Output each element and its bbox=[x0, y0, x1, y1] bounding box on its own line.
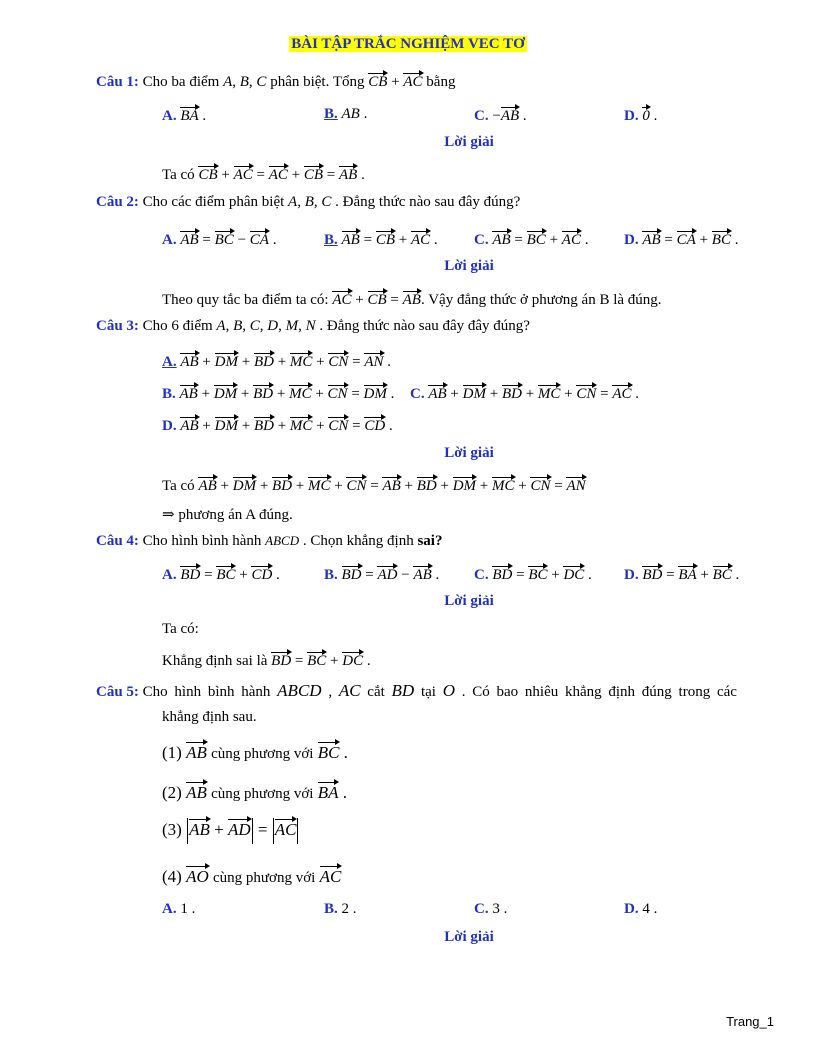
option-a[interactable]: A. BA . bbox=[162, 108, 207, 124]
page-number: Trang_1 bbox=[726, 1014, 774, 1029]
statement-2: (2) AB cùng phương với BA . bbox=[162, 783, 347, 802]
solution-3: Ta có AB + DM + BD + MC + CN = AB + BD + DM + MC + CN = AN bbox=[162, 478, 586, 494]
question-4: Câu 4: Cho hình bình hành ABCD . Chọn khẳng định sai? bbox=[96, 533, 443, 549]
option-d[interactable]: D. 0 . bbox=[624, 108, 658, 124]
solution-4b: Khẳng định sai là BD = BC + DC . bbox=[162, 653, 371, 669]
option-c[interactable]: C. AB = BC + AC . bbox=[474, 232, 589, 248]
option-b[interactable]: B. AB + DM + BD + MC + CN = DM . bbox=[162, 386, 395, 402]
question-2: Câu 2: Cho các điểm phân biệt A, B, C . Đẳng thức nào sau đây đúng? bbox=[96, 194, 521, 210]
option-d[interactable]: D. 4 . bbox=[624, 901, 658, 917]
option-c[interactable]: C. −AB . bbox=[474, 108, 527, 124]
solution-label: Lời giải bbox=[444, 258, 494, 274]
option-a[interactable]: A. 1 . bbox=[162, 901, 196, 917]
question-5: Câu 5: Cho hình bình hành ABCD , AC cắt BD tại O . Có bao nhiêu khẳng định đúng trong các bbox=[96, 681, 737, 700]
option-b[interactable]: B. 2 . bbox=[324, 901, 357, 917]
solution-label: Lời giải bbox=[444, 445, 494, 461]
option-d[interactable]: D. AB = CA + BC . bbox=[624, 232, 739, 248]
option-a[interactable]: A. AB + DM + BD + MC + CN = AN . bbox=[162, 354, 392, 370]
option-a[interactable]: A. AB = BC − CA . bbox=[162, 232, 277, 248]
option-a[interactable]: A. BD = BC + CD . bbox=[162, 567, 280, 583]
question-5-line2: khẳng định sau. bbox=[162, 709, 257, 725]
option-b[interactable]: B. AB = CB + AC . bbox=[324, 232, 438, 248]
conclusion-3: ⇒ phương án A đúng. bbox=[162, 507, 293, 523]
option-c[interactable]: C. BD = BC + DC . bbox=[474, 567, 592, 583]
solution-label: Lời giải bbox=[444, 929, 494, 945]
option-b[interactable]: B. BD = AD − AB . bbox=[324, 567, 440, 583]
solution-1: Ta có CB + AC = AC + CB = AB . bbox=[162, 167, 365, 183]
question-label: Câu 1: bbox=[96, 74, 139, 90]
option-d[interactable]: D. AB + DM + BD + MC + CN = CD . bbox=[162, 418, 393, 434]
solution-4a: Ta có: bbox=[162, 621, 199, 637]
solution-label: Lời giải bbox=[444, 134, 494, 150]
option-c[interactable]: C. 3 . bbox=[474, 901, 508, 917]
solution-2: Theo quy tắc ba điểm ta có: AC + CB = AB. Vậy đẳng thức ở phương án B là đúng. bbox=[162, 292, 662, 308]
statement-4: (4) AO cùng phương với AC bbox=[162, 867, 342, 886]
question-text: Cho ba điểm A, B, C phân biệt. Tổng CB + AC bằng bbox=[142, 74, 456, 90]
option-c[interactable]: C. AB + DM + BD + MC + CN = AC . bbox=[410, 386, 640, 402]
solution-label: Lời giải bbox=[444, 593, 494, 609]
question-3: Câu 3: Cho 6 điểm A, B, C, D, M, N . Đẳng thức nào sau đây đây đúng? bbox=[96, 318, 530, 334]
page-title: BÀI TẬP TRẮC NGHIỆM VEC TƠ bbox=[291, 36, 525, 52]
statement-3: (3) AB + AD = AC bbox=[162, 818, 299, 844]
option-b[interactable]: B. AB . bbox=[324, 106, 368, 122]
option-d[interactable]: D. BD = BA + BC . bbox=[624, 567, 740, 583]
statement-1: (1) AB cùng phương với BC . bbox=[162, 743, 348, 762]
question-1 bbox=[96, 72, 455, 91]
